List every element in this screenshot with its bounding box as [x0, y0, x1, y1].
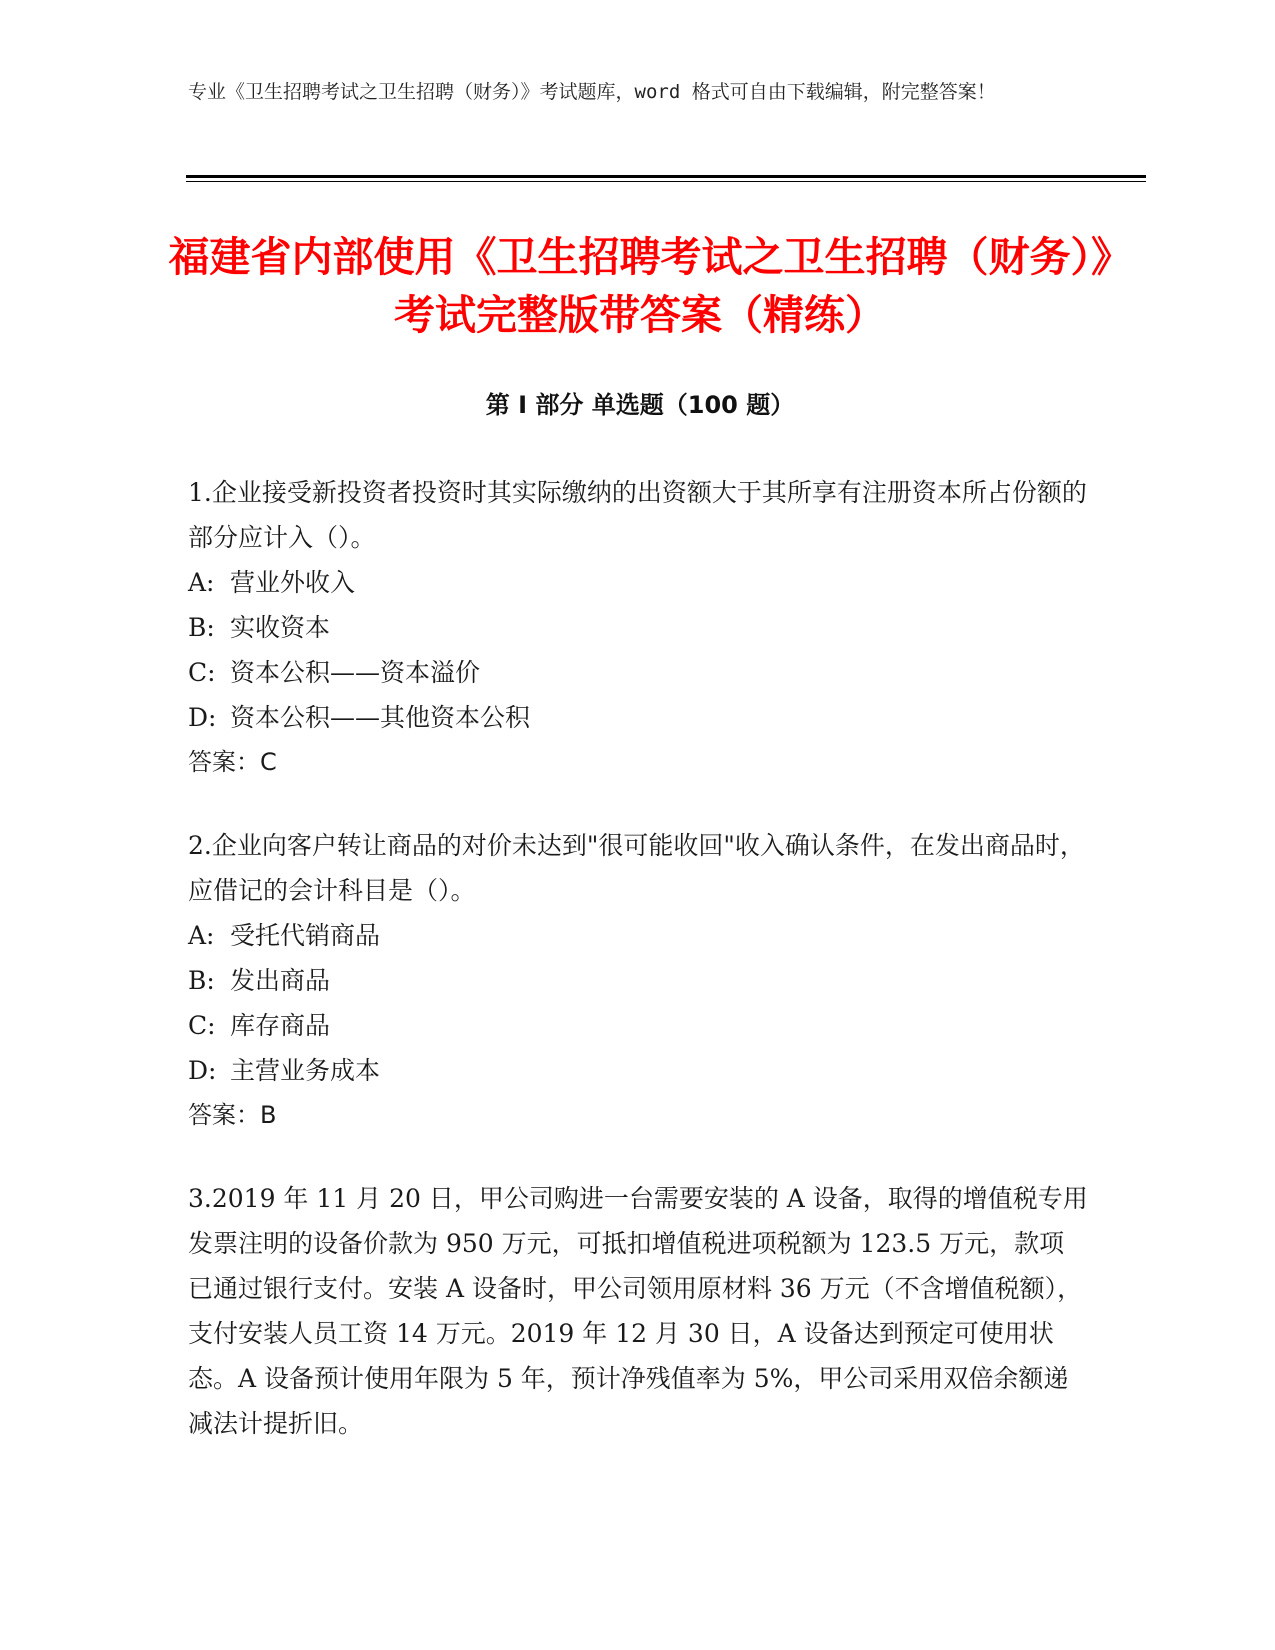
option-d — [188, 695, 1088, 740]
option-letter: B: — [188, 966, 215, 995]
option-letter: D: — [188, 1056, 217, 1085]
option-c — [188, 1003, 1088, 1048]
option-letter: B: — [188, 613, 215, 642]
question-1 — [188, 470, 1088, 785]
option-b — [188, 958, 1088, 1003]
option-text: 受托代销商品 — [230, 921, 381, 950]
option-text: 发出商品 — [230, 966, 331, 995]
option-c — [188, 650, 1088, 695]
option-text: 营业外收入 — [230, 568, 356, 597]
question-2 — [188, 823, 1088, 1138]
option-a — [188, 913, 1088, 958]
option-d — [188, 1048, 1088, 1093]
document-title: 福建省内部使用《卫生招聘考试之卫生招聘（财务）》考试完整版带答案（精练） — [168, 233, 1112, 339]
option-letter: A: — [188, 568, 215, 597]
option-letter: C: — [188, 658, 216, 687]
option-text: 主营业务成本 — [230, 1056, 381, 1085]
option-letter: C: — [188, 1011, 216, 1040]
option-letter: D: — [188, 703, 217, 732]
question-list — [188, 470, 1088, 1484]
option-b — [188, 605, 1088, 650]
question-3 — [188, 1176, 1088, 1446]
question-stem: 2.企业向客户转让商品的对价未达到"很可能收回"收入确认条件，在发出商品时，应借记的会计科目是（）。 — [188, 831, 1085, 905]
option-text: 资本公积——资本溢价 — [230, 658, 481, 687]
option-text: 资本公积——其他资本公积 — [230, 703, 531, 732]
header-divider-thin — [186, 181, 1146, 182]
question-stem: 1.企业接受新投资者投资时其实际缴纳的出资额大于其所享有注册资本所占份额的部分应计入（）。 — [188, 478, 1087, 552]
header-divider-thick — [186, 175, 1146, 178]
option-text: 库存商品 — [230, 1011, 331, 1040]
header-note: 专业《卫生招聘考试之卫生招聘（财务）》考试题库，word 格式可自由下载编辑，附完整答案！ — [188, 81, 996, 103]
option-a — [188, 560, 1088, 605]
answer: 答案：B — [188, 1101, 277, 1129]
section-heading: 第 I 部分 单选题（100 题） — [485, 391, 795, 419]
answer: 答案：C — [188, 748, 277, 776]
question-stem: 3.2019 年 11 月 20 日，甲公司购进一台需要安装的 A 设备，取得的增值税专用发票注明的设备价款为 950 万元，可抵扣增值税进项税额为 123.5 万元，款项已通过银行支付。安装 A 设备时，甲公司领用原材料 36 万元（不含增值税额），支付安装人员工资 14 万元。2019 年 12 月 30 日，A 设备达到预定可使用状态。A 设备预计使用年限为 5 年，预计净残值率为 5%，甲公司采用双倍余额递减法计提折旧。 — [188, 1184, 1088, 1438]
option-text: 实收资本 — [230, 613, 331, 642]
option-letter: A: — [188, 921, 215, 950]
